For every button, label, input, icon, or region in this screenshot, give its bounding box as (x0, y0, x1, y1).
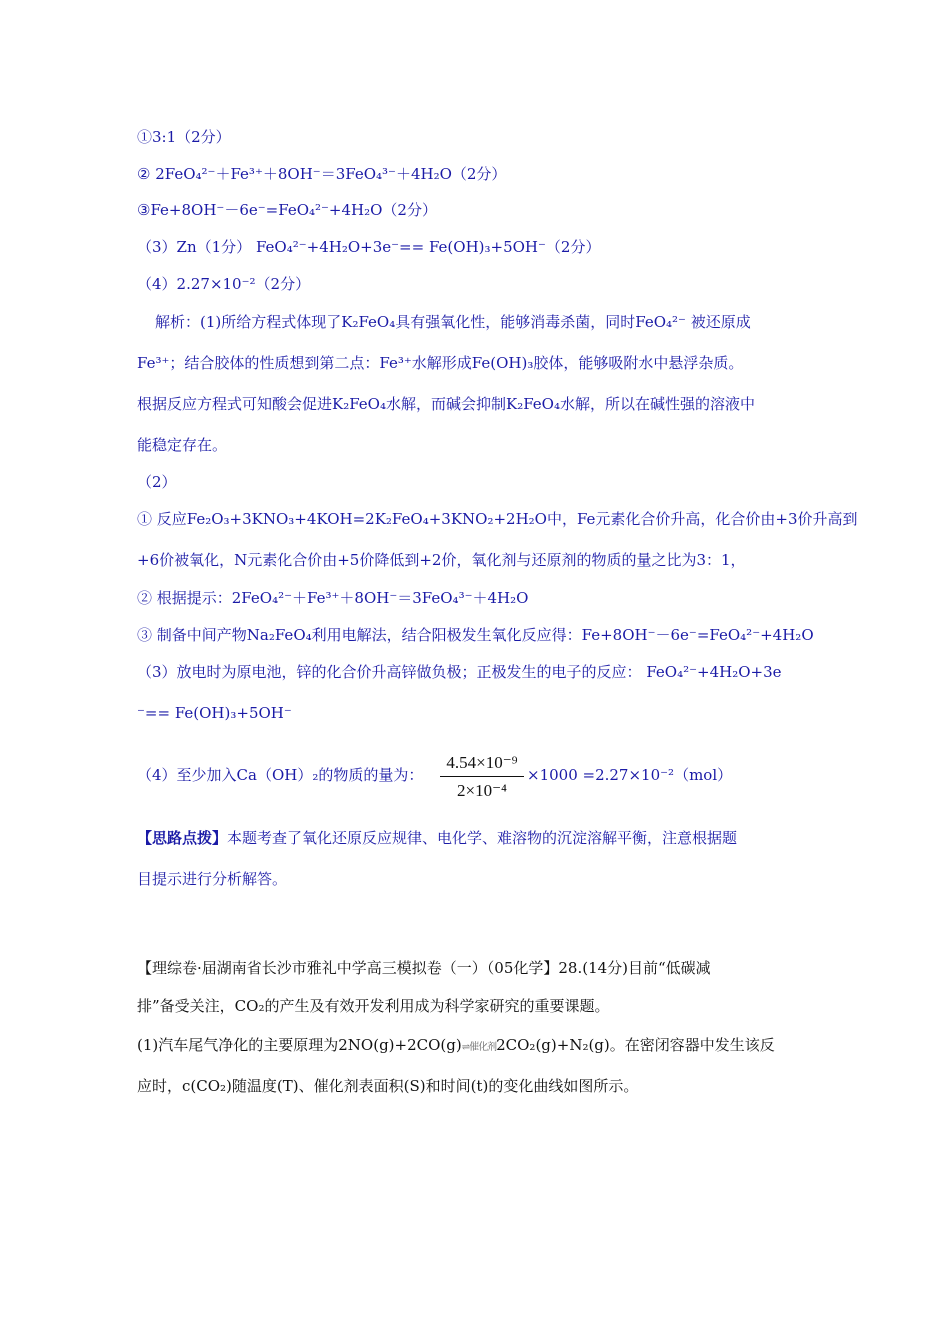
question-line-4: 应时，c(CO₂)随温度(T)、催化剂表面积(S)和时间(t)的变化曲线如图所示。 (137, 1077, 639, 1095)
question-line-1: 【理综卷·届湖南省长沙市雅礼中学高三模拟卷（一）（05化学】28.(14分)目前“低碳减 (137, 959, 711, 977)
analysis-line-6: ① 反应Fe₂O₃+3KNO₃+4KOH=2K₂FeO₄+3KNO₂+2H₂O中，Fe元素化合价升高，化合价由+3价升高到 (137, 510, 858, 528)
analysis-line-7: +6价被氧化，N元素化合价由+5价降低到+2价，氧化剂与还原剂的物质的量之比为3：1， (137, 551, 746, 569)
analysis-line-3: 根据反应方程式可知酸会促进K₂FeO₄水解，而碱会抑制K₂FeO₄水解，所以在碱性强的溶液中 (137, 395, 755, 413)
equilibrium-arrow-icon: ⇌催化剂 (461, 1042, 497, 1053)
analysis-line-10: （3）放电时为原电池，锌的化合价升高锌做负极；正极发生的电子的反应： FeO₄²⁻+4H₂O+3e (137, 663, 782, 681)
fraction-bar (440, 776, 524, 777)
question-line-3-pre: (1)汽车尾气净化的主要原理为2NO(g)+2CO(g) (137, 1036, 462, 1054)
question-line-2: 排”备受关注，CO₂的产生及有效开发利用成为科学家研究的重要课题。 (137, 997, 610, 1015)
question-line-3 (137, 1035, 775, 1058)
tip-line-2: 目提示进行分析解答。 (137, 870, 288, 888)
tip-text-1: 本题考查了氧化还原反应规律、电化学、难溶物的沉淀溶解平衡，注意根据题 (227, 829, 738, 847)
answer-line-1: ①3:1（2分） (137, 128, 231, 146)
tip-label: 【思路点拨】 (137, 829, 228, 847)
fraction-numerator: 4.54×10⁻⁹ (446, 753, 518, 772)
answer-line-5: （4）2.27×10⁻²（2分） (137, 275, 311, 293)
analysis-line-4: 能稳定存在。 (137, 436, 228, 454)
analysis-line-8: ② 根据提示：2FeO₄²⁻＋Fe³⁺＋8OH⁻＝3FeO₄³⁻＋4H₂O (137, 589, 529, 607)
answer-line-2: ② 2FeO₄²⁻＋Fe³⁺＋8OH⁻＝3FeO₄³⁻＋4H₂O（2分） (137, 165, 507, 183)
analysis-line-12-post: ×1000 =2.27×10⁻²（mol） (527, 766, 733, 784)
tip-line-1 (137, 828, 737, 848)
answer-line-3: ③Fe+8OH⁻－6e⁻=FeO₄²⁻+4H₂O（2分） (137, 201, 437, 219)
analysis-line-5: （2） (137, 473, 177, 491)
analysis-line-9: ③ 制备中间产物Na₂FeO₄利用电解法，结合阳极发生氧化反应得：Fe+8OH⁻－6e⁻=FeO₄²⁻+4H₂O (137, 626, 814, 644)
analysis-line-1: 解析：(1)所给方程式体现了K₂FeO₄具有强氧化性，能够消毒杀菌，同时FeO₄²⁻ 被还原成 (155, 313, 751, 331)
analysis-line-12-pre: （4）至少加入Ca（OH）₂的物质的量为： (137, 766, 424, 784)
answer-line-4: （3）Zn（1分） FeO₄²⁻+4H₂O+3e⁻== Fe(OH)₃+5OH⁻（2分） (137, 238, 601, 256)
question-line-3-post: 2CO₂(g)+N₂(g)。在密闭容器中发生该反 (496, 1036, 775, 1054)
analysis-line-11: ⁻== Fe(OH)₃+5OH⁻ (137, 704, 292, 722)
fraction-denominator: 2×10⁻⁴ (457, 781, 507, 800)
analysis-line-2: Fe³⁺；结合胶体的性质想到第二点：Fe³⁺水解形成Fe(OH)₃胶体，能够吸附水中悬浮杂质。 (137, 354, 744, 372)
